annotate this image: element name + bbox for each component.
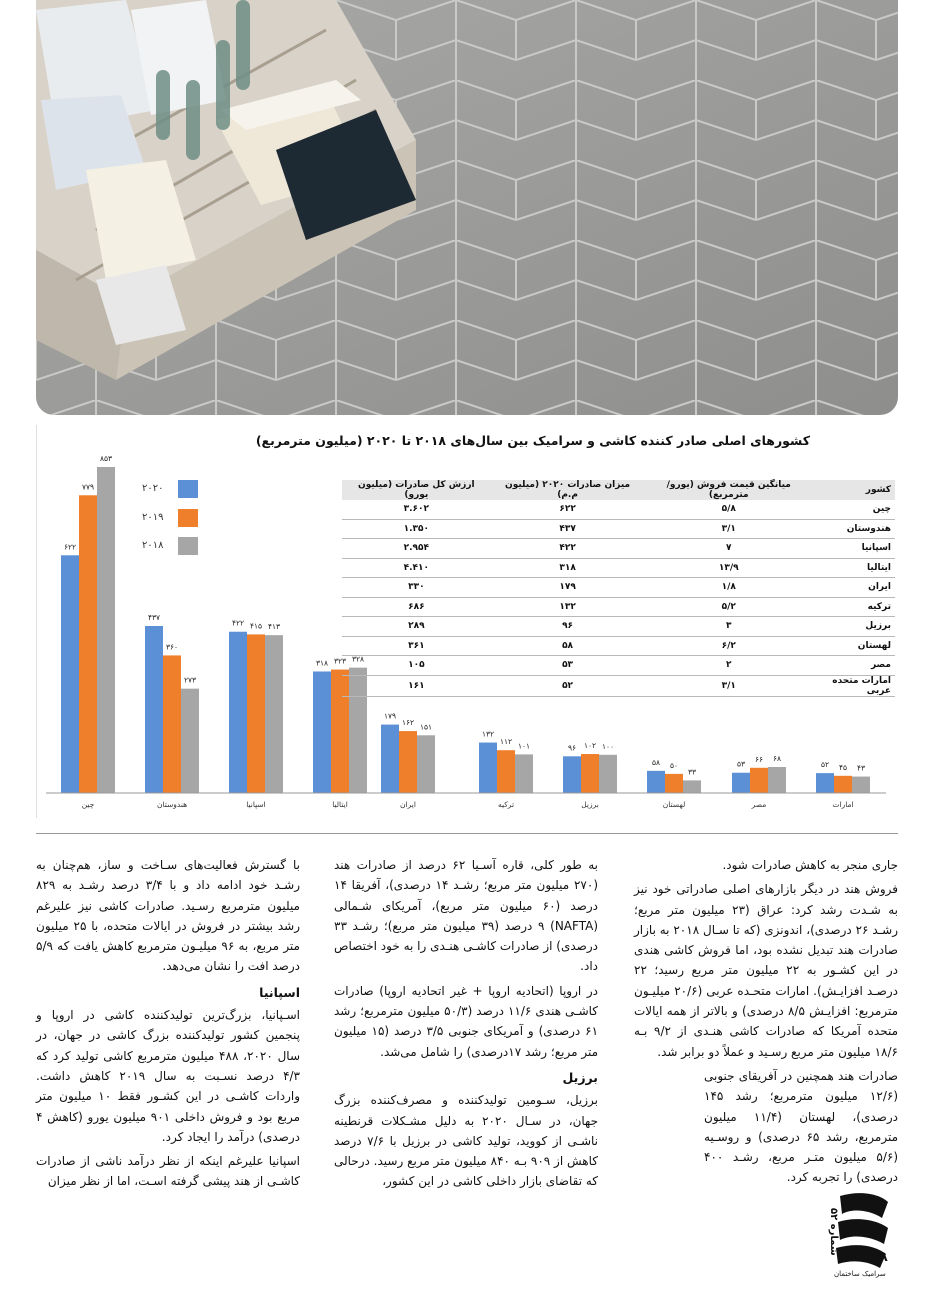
- category-label: ایران: [400, 800, 416, 809]
- section-heading: برزیل: [562, 1069, 598, 1085]
- bar: [79, 495, 97, 793]
- category-label: هندوستان: [156, 800, 188, 809]
- table-cell: ۲: [644, 656, 813, 676]
- data-label: ۶۸: [772, 754, 782, 764]
- bar: [599, 755, 617, 793]
- table-row: [342, 597, 895, 617]
- table-cell: ۱۶۱: [342, 675, 491, 696]
- table-cell: ۱۳/۹: [644, 558, 813, 578]
- table-row: [342, 539, 895, 559]
- bar: [399, 731, 417, 793]
- paragraph: با گسترش فعالیت‌های سـاخت و ساز، هم‌چنان به رشـد خود ادامه داد و با ۳/۴ درصد رشـد به ۸۲۹ میلیون مترمربع رسـید. صادرات کاشی نیز علیرغم رشد بیشتر در فروش در ایالات متحده، با ۲۵ میلیون متر مربع، به ۹۶ میلیـون مترمربع کاهش یافت که ۵/۹ درصد افت را نشان می‌دهد.: [36, 858, 300, 974]
- paragraph: فروش هند در دیگر بازارهای اصلی صادراتی خود نیز به شـدت رشد کرد: عراق (۲۳ میلیون متر مربع؛ رشـد ۲۶ درصدی)، اندونزی (که تا سـال ۲۰۱۸ به بازار صادرات هند تبدیل نشده بود، اما فروش کاشی هندی در این کشـور به ۲۲ میلیون متر مربع رسید؛ ۲۲ درصـد افزایـش). امارات متحـده عربی (۲۰/۶ میلیـون مترمربع: افزایـش ۸/۵ درصدی) و بالاتر از همه ایالات متحده آمریکا که صادرات کاشی هنـدی از ۹/۲ بـه ۱۸/۶ میلیون متر مربع رسـید و عملاً دو برابر شد.: [634, 882, 899, 1059]
- bar: [265, 635, 283, 793]
- category-label: مصر: [751, 800, 767, 809]
- table-cell: ۶/۲: [644, 636, 813, 656]
- table-cell: هندوستان: [813, 519, 895, 539]
- article-column-1: [634, 855, 898, 1192]
- category-label: اسپانیا: [246, 800, 266, 809]
- bar: [145, 626, 163, 793]
- table-cell: ۳.۶۰۲: [342, 500, 491, 519]
- data-label: ۱۱۲: [499, 737, 513, 747]
- data-label: ۵۰: [669, 760, 679, 770]
- table-cell: ۱.۳۵۰: [342, 519, 491, 539]
- data-label: ۷۷۹: [81, 482, 95, 492]
- table-cell: ۵۲: [491, 675, 645, 696]
- bar: [834, 776, 852, 793]
- data-label: ۳۳: [687, 767, 697, 777]
- table-cell: ۶۸۶: [342, 597, 491, 617]
- table-row: [342, 578, 895, 598]
- table-header-row: [342, 480, 895, 500]
- table-cell: ایتالیا: [813, 558, 895, 578]
- table-cell: ۳/۱: [644, 519, 813, 539]
- data-label: ۴۲۲: [231, 618, 245, 628]
- data-label: ۵۲: [820, 760, 830, 770]
- table-cell: ایران: [813, 578, 895, 598]
- bar: [750, 768, 768, 793]
- magazine-logo: [830, 1188, 894, 1280]
- data-label: ۳۱۸: [315, 658, 329, 668]
- legend-item-2020: [142, 480, 232, 500]
- table-header-cell: میزان صادرات ۲۰۲۰ (میلیون م.م): [491, 480, 645, 500]
- bar: [515, 754, 533, 793]
- table-cell: ۳۱۸: [491, 558, 645, 578]
- data-label: ۴۳۷: [147, 612, 161, 622]
- data-label: ۳۲۸: [351, 654, 365, 664]
- data-label: ۹۶: [567, 743, 577, 753]
- data-label: ۶۶: [754, 754, 764, 764]
- data-label: ۱۶۲: [401, 718, 415, 728]
- table-cell: ۱/۸: [644, 578, 813, 598]
- article-column-3: [36, 855, 300, 1196]
- table-header-cell: ارزش کل صادرات (میلیون یورو): [342, 480, 491, 500]
- legend-label: ۲۰۱۹: [142, 512, 164, 523]
- data-label: ۱۷۹: [383, 711, 397, 721]
- bar: [852, 777, 870, 793]
- bar: [665, 774, 683, 793]
- header-photo: [36, 0, 898, 415]
- data-label: ۱۰۲: [583, 741, 597, 751]
- bar: [61, 555, 79, 793]
- category-label: ترکیه: [497, 800, 515, 809]
- table-cell: ۱۳۲: [491, 597, 645, 617]
- table-row: [342, 500, 895, 519]
- table-cell: ۷: [644, 539, 813, 559]
- bar: [381, 725, 399, 793]
- data-label: ۵۸: [651, 757, 661, 767]
- exports-table: [342, 480, 895, 697]
- table-header-cell: میانگین قیمت فروش (یورو/مترمربع): [644, 480, 813, 500]
- table-cell: ۳/۱: [644, 675, 813, 696]
- table-cell: ۲۸۹: [342, 617, 491, 637]
- data-label: ۱۰۱: [517, 741, 531, 751]
- bar: [732, 773, 750, 793]
- table-cell: مصر: [813, 656, 895, 676]
- table-row: [342, 558, 895, 578]
- paragraph: جاری منجر به کاهش صادرات شود.: [722, 858, 898, 872]
- bar: [247, 634, 265, 793]
- section-divider: [36, 833, 898, 834]
- table-cell: ۵/۲: [644, 597, 813, 617]
- logo-text: سرامیک ساختمان: [834, 1270, 886, 1278]
- bar: [816, 773, 834, 793]
- bar: [417, 735, 435, 793]
- category-label: برزیل: [581, 800, 599, 809]
- table-cell: لهستان: [813, 636, 895, 656]
- legend-label: ۲۰۱۸: [142, 540, 164, 551]
- bar: [581, 754, 599, 793]
- data-label: ۵۳: [736, 759, 746, 769]
- issue-label: شماره ۵۲: [828, 1208, 839, 1256]
- table-row: [342, 636, 895, 656]
- data-label: ۴۱۵: [249, 621, 263, 631]
- table-cell: ۴.۴۱۰: [342, 558, 491, 578]
- magazine-badge: [830, 1188, 894, 1280]
- data-label: ۱۰۰: [601, 741, 615, 751]
- table-cell: ۵۳: [491, 656, 645, 676]
- bar: [683, 780, 701, 793]
- table-cell: ۴۲۲: [491, 539, 645, 559]
- legend-label: ۲۰۲۰: [142, 483, 164, 494]
- table-cell: چین: [813, 500, 895, 519]
- bar: [647, 771, 665, 793]
- table-cell: ۳: [644, 617, 813, 637]
- bar: [479, 743, 497, 793]
- legend-item-2018: [142, 537, 232, 557]
- page-number: ۱۸: [872, 1250, 888, 1265]
- data-label: ۴۵: [838, 762, 848, 772]
- bar: [163, 655, 181, 793]
- table-cell: ۵۸: [491, 636, 645, 656]
- bar: [497, 750, 515, 793]
- category-label: لهستان: [662, 800, 686, 809]
- legend-swatch: [178, 480, 198, 498]
- table-cell: ۳۳۰: [342, 578, 491, 598]
- paragraph: اسـپانیا، بزرگ‌ترین تولیدکننده کاشی در اروپا و پنجمین کشور تولیدکننده بزرگ کاشی در جهان، در سال ۲۰۲۰، ۴۸۸ میلیون مترمربع کاشی تولید کرد که ۴/۳ درصد نسـبت به سال ۲۰۱۹ کاهش داشت. واردات کاشـی در این کشـور فقط ۱۰ میلیون متر مربع بود و فروش داخلی ۹۰۱ میلیون یورو (کاهش ۴ درصدی) درآمد را ایجاد کرد.: [36, 1008, 301, 1144]
- table-cell: ۳۶۱: [342, 636, 491, 656]
- table-row: [342, 656, 895, 676]
- table-cell: ۵/۸: [644, 500, 813, 519]
- paragraph: به طور کلی، قاره آسـیا ۶۲ درصد از صادرات هند (۲۷۰ میلیون متر مربع؛ رشـد ۱۴ درصدی)، آفریقا ۱۴ درصد (۶۰ میلیون متر مربع)، آمریکای شـمالی (NAFTA) ۹ درصد (۳۹ میلیون متر مربع)؛ رشـد ۳۳ درصدی) از صادرات کاشـی هنـدی را به خود اختصاص داد.: [334, 858, 598, 974]
- legend-item-2019: [142, 509, 232, 529]
- bar: [97, 467, 115, 793]
- tile-floor-photo: [36, 0, 898, 415]
- data-label: ۱۵۱: [419, 722, 433, 732]
- bar: [229, 632, 247, 793]
- table-cell: ۱۰۵: [342, 656, 491, 676]
- table-cell: ۴۳۷: [491, 519, 645, 539]
- data-label: ۳۶۰: [165, 642, 179, 652]
- table-cell: امارات متحده عربی: [813, 675, 895, 696]
- legend-swatch: [178, 509, 198, 527]
- paragraph: برزیل، سـومین تولیدکننده و مصرف‌کننده بزرگ جهان، در سـال ۲۰۲۰ به دلیل مشـکلات قرنطینه ناشـی از کووید، تولید کاشی در برزیل با ۷/۶ درصد کاهش از ۹۰۹ بـه ۸۴۰ میلیون متر مربع رسید. درحالی که تقاضای بازار داخلی کاشی در این کشور،: [333, 1093, 598, 1189]
- data-label: ۲۷۳: [183, 675, 197, 685]
- data-label: ۸۵۳: [99, 454, 113, 463]
- paragraph: در اروپا (اتحادیه اروپا + غیر اتحادیه اروپا) صادرات کاشـی هندی ۱۱/۶ درصد (۵۰/۳ میلیون مترمربع؛ رشد ۶۱ درصدی) و آمریکای جنوبی ۳/۵ درصد (۱۵ میلیون متر مربع؛ رشد ۱۷درصدی) را شامل می‌شد.: [334, 983, 599, 1059]
- chart-title: کشورهای اصلی صادر کننده کاشی و سرامیک بین سال‌های ۲۰۱۸ تا ۲۰۲۰ (میلیون مترمربع): [255, 433, 810, 448]
- table-cell: ۲.۹۵۴: [342, 539, 491, 559]
- paragraph: صادرات هند همچنین در آفریقای جنوبی (۱۲/۶ میلیون مترمربع؛ رشد ۱۴۵ درصدی)، لهستان (۱۱/۴ میلیون مترمربع، رشد ۶۵ درصدی) و روسـیه (۵/۶ میلیون متـر مربع، رشـد ۴۰۰ درصدی) را تجربه کرد.: [704, 1068, 898, 1185]
- category-label: چین: [81, 800, 95, 809]
- data-label: ۶۲۲: [63, 542, 77, 552]
- category-label: ایتالیا: [332, 800, 348, 809]
- category-label: امارات: [832, 800, 854, 809]
- table-cell: برزیل: [813, 617, 895, 637]
- data-label: ۴۳: [856, 763, 866, 773]
- table-row: [342, 675, 895, 696]
- bar: [181, 689, 199, 793]
- bar: [768, 767, 786, 793]
- table-cell: ۶۲۲: [491, 500, 645, 519]
- data-label: ۱۳۲: [481, 729, 495, 739]
- section-heading: اسپانیا: [259, 984, 300, 1000]
- bar: [313, 671, 331, 793]
- table-row: [342, 519, 895, 539]
- paragraph: اسپانیا علیرغم اینکه از نظر درآمد ناشی از صادرات کاشـی از هند پیشی گرفته اسـت، اما از نظر میزان: [36, 1154, 300, 1189]
- table-cell: ۱۷۹: [491, 578, 645, 598]
- article-column-2: [334, 855, 598, 1196]
- table-cell: ترکیه: [813, 597, 895, 617]
- table-header-cell: کشور: [813, 480, 895, 500]
- table-row: [342, 617, 895, 637]
- table-cell: ۹۶: [491, 617, 645, 637]
- bar: [563, 756, 581, 793]
- data-label: ۳۲۳: [333, 656, 347, 666]
- table-cell: اسپانیا: [813, 539, 895, 559]
- legend-swatch: [178, 537, 198, 555]
- data-label: ۴۱۳: [267, 622, 281, 632]
